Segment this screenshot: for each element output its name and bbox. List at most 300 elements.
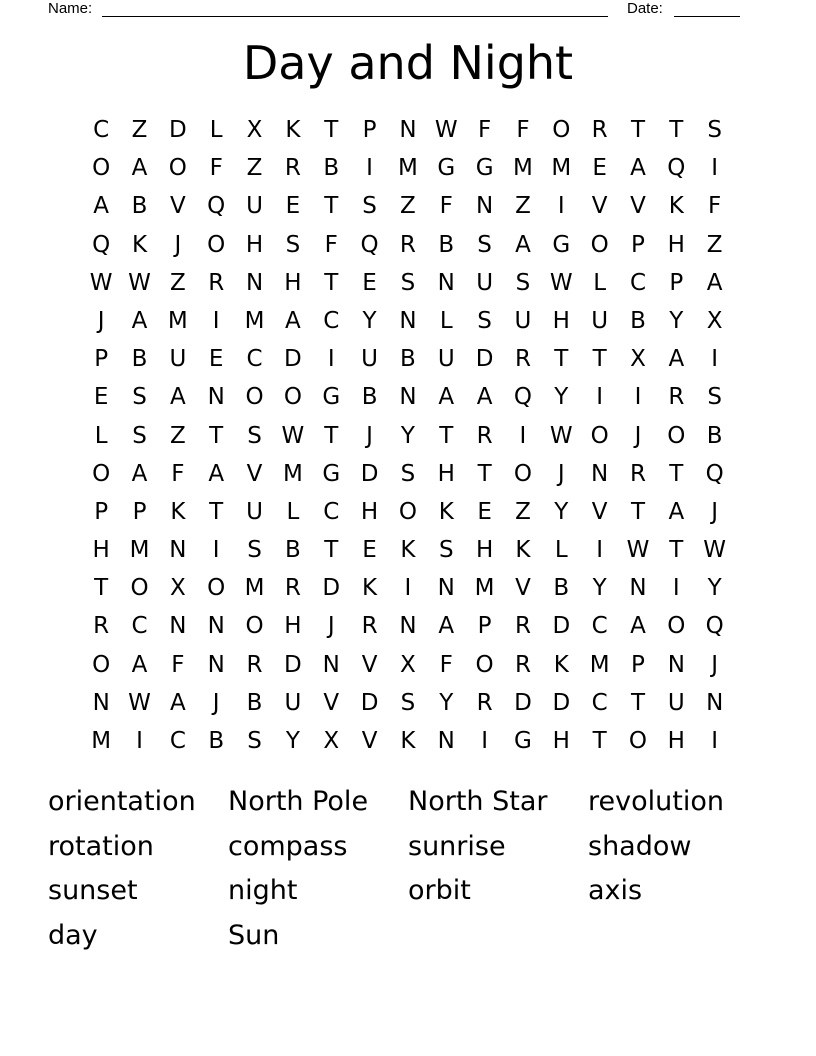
grid-letter[interactable]: N	[437, 728, 455, 754]
grid-letter[interactable]: S	[400, 269, 416, 296]
grid-letter[interactable]: V	[630, 193, 646, 220]
grid-letter[interactable]: M	[282, 460, 303, 487]
grid-letter[interactable]: M	[551, 155, 572, 182]
grid-letter[interactable]: S	[707, 384, 722, 411]
grid-letter[interactable]: Y	[285, 728, 300, 754]
grid-letter[interactable]: O	[475, 651, 494, 678]
grid-letter[interactable]: N	[476, 193, 494, 220]
grid-letter[interactable]: I	[212, 307, 220, 334]
grid-letter[interactable]: P	[631, 231, 645, 258]
grid-letter[interactable]: O	[513, 460, 532, 487]
grid-letter[interactable]: Y	[669, 307, 684, 334]
grid-letter[interactable]: V	[515, 575, 531, 602]
grid-letter[interactable]: T	[630, 498, 646, 525]
grid-letter[interactable]: Q	[667, 155, 686, 182]
grid-letter[interactable]: S	[247, 537, 262, 564]
name-blank-line[interactable]	[102, 16, 608, 17]
grid-letter[interactable]: T	[630, 117, 646, 143]
word-list-item: night	[228, 875, 298, 906]
grid-letter[interactable]: X	[169, 575, 186, 602]
grid-letter[interactable]: T	[209, 422, 224, 449]
grid-letter[interactable]: R	[284, 575, 301, 602]
grid-letter[interactable]: C	[323, 307, 340, 334]
grid-letter[interactable]: N	[437, 269, 455, 296]
grid-letter[interactable]: M	[589, 651, 610, 678]
grid-letter[interactable]: E	[208, 346, 224, 373]
grid-letter[interactable]: T	[94, 575, 109, 602]
grid-letter[interactable]: B	[400, 346, 416, 373]
grid-letter[interactable]: Q	[705, 460, 724, 487]
grid-letter[interactable]: M	[513, 155, 533, 182]
grid-letter[interactable]: F	[324, 231, 338, 258]
grid-letter[interactable]: D	[552, 613, 571, 640]
grid-letter[interactable]: N	[169, 613, 187, 640]
grid-letter[interactable]: K	[438, 498, 454, 525]
grid-letter[interactable]: H	[284, 269, 302, 296]
grid-letter[interactable]: G	[514, 728, 532, 754]
grid-letter[interactable]: J	[174, 231, 182, 258]
grid-letter[interactable]: Q	[92, 231, 111, 258]
grid-letter[interactable]: A	[668, 498, 685, 525]
grid-letter[interactable]: N	[207, 384, 225, 411]
grid-letter[interactable]: X	[323, 728, 340, 754]
grid-letter[interactable]: O	[667, 613, 686, 640]
grid-letter[interactable]: H	[475, 537, 494, 564]
grid-letter[interactable]: C	[323, 498, 340, 525]
grid-letter[interactable]: A	[630, 613, 646, 640]
grid-letter[interactable]: N	[207, 613, 225, 640]
grid-letter[interactable]: R	[246, 651, 263, 678]
grid-letter[interactable]: Z	[515, 498, 531, 525]
grid-letter[interactable]: M	[244, 575, 265, 602]
grid-letter[interactable]: G	[437, 155, 456, 182]
grid-letter[interactable]: B	[706, 422, 723, 449]
grid-letter[interactable]: C	[93, 117, 110, 143]
grid-letter[interactable]: R	[284, 155, 301, 182]
grid-letter[interactable]: F	[516, 117, 530, 143]
grid-letter[interactable]: R	[514, 613, 531, 640]
grid-letter[interactable]: S	[515, 269, 531, 296]
grid-letter[interactable]: C	[591, 613, 608, 640]
grid-letter[interactable]: Y	[400, 422, 415, 449]
grid-letter[interactable]: A	[438, 613, 455, 640]
grid-letter[interactable]: N	[399, 117, 417, 143]
grid-letter[interactable]: X	[630, 346, 646, 373]
grid-letter[interactable]: A	[668, 346, 685, 373]
grid-letter[interactable]: W	[549, 269, 573, 296]
grid-letter[interactable]: U	[514, 307, 532, 334]
grid-letter[interactable]: I	[404, 575, 412, 602]
grid-letter[interactable]: N	[706, 689, 724, 716]
grid-letter[interactable]: A	[169, 384, 186, 411]
grid-letter[interactable]: Z	[131, 117, 148, 143]
grid-letter[interactable]: L	[439, 307, 453, 334]
grid-letter[interactable]: U	[476, 269, 494, 296]
grid-letter[interactable]: Y	[707, 575, 722, 602]
grid-letter[interactable]: W	[703, 537, 727, 564]
grid-letter[interactable]: B	[438, 231, 455, 258]
grid-letter[interactable]: P	[94, 346, 109, 373]
grid-letter[interactable]: V	[361, 728, 378, 754]
grid-letter[interactable]: O	[92, 155, 111, 182]
grid-letter[interactable]: T	[324, 117, 339, 143]
grid-letter[interactable]: Z	[515, 193, 531, 220]
grid-letter[interactable]: K	[170, 498, 186, 525]
grid-letter[interactable]: O	[245, 613, 264, 640]
grid-letter[interactable]: J	[327, 613, 335, 640]
grid-letter[interactable]: S	[707, 117, 722, 143]
grid-letter[interactable]: M	[474, 575, 495, 602]
grid-letter[interactable]: K	[285, 117, 301, 143]
grid-letter[interactable]: P	[669, 269, 684, 296]
grid-letter[interactable]: O	[207, 231, 226, 258]
word-list-item: axis	[588, 875, 643, 906]
grid-letter[interactable]: B	[285, 537, 301, 564]
grid-letter[interactable]: S	[362, 193, 377, 220]
grid-letter[interactable]: U	[284, 689, 302, 716]
grid-letter[interactable]: T	[669, 537, 684, 564]
grid-letter[interactable]: W	[128, 689, 151, 716]
grid-letter[interactable]: A	[131, 460, 148, 487]
grid-letter[interactable]: Y	[554, 384, 569, 411]
grid-letter[interactable]: B	[246, 689, 263, 716]
grid-letter[interactable]: T	[554, 346, 569, 373]
grid-letter[interactable]: O	[207, 575, 226, 602]
grid-letter[interactable]: K	[553, 651, 569, 678]
grid-letter[interactable]: B	[131, 346, 148, 373]
grid-letter[interactable]: H	[92, 537, 110, 564]
word-list-item: orbit	[408, 875, 471, 906]
grid-letter[interactable]: O	[168, 155, 187, 182]
grid-letter[interactable]: J	[366, 422, 373, 449]
grid-letter[interactable]: I	[136, 728, 143, 754]
grid-letter[interactable]: O	[667, 422, 686, 449]
grid-letter[interactable]: O	[398, 498, 417, 525]
grid-letter[interactable]: I	[711, 728, 719, 754]
grid-letter[interactable]: I	[711, 155, 719, 182]
grid-letter[interactable]: N	[399, 307, 417, 334]
grid-letter[interactable]: W	[281, 422, 305, 449]
grid-letter[interactable]: I	[327, 346, 335, 373]
grid-letter[interactable]: U	[667, 689, 685, 716]
grid-letter[interactable]: K	[400, 728, 416, 754]
grid-letter[interactable]: G	[475, 155, 494, 182]
grid-letter[interactable]: E	[477, 498, 492, 525]
grid-letter[interactable]: N	[245, 269, 264, 296]
grid-letter[interactable]: C	[131, 613, 148, 640]
grid-letter[interactable]: T	[209, 498, 224, 525]
grid-letter[interactable]: H	[667, 231, 685, 258]
grid-letter[interactable]: T	[324, 269, 339, 296]
grid-letter[interactable]: Q	[705, 613, 724, 640]
grid-letter[interactable]: S	[477, 307, 492, 334]
grid-letter[interactable]: O	[552, 117, 571, 143]
grid-letter[interactable]: T	[669, 117, 684, 143]
grid-letter[interactable]: B	[553, 575, 570, 602]
grid-letter[interactable]: M	[244, 307, 265, 334]
grid-letter[interactable]: D	[552, 689, 571, 716]
grid-letter[interactable]: N	[169, 537, 187, 564]
grid-letter[interactable]: B	[131, 193, 148, 220]
grid-letter[interactable]: I	[481, 728, 488, 754]
grid-letter[interactable]: N	[399, 384, 417, 411]
grid-letter[interactable]: D	[322, 575, 341, 602]
grid-letter[interactable]: B	[208, 728, 225, 754]
grid-letter[interactable]: S	[438, 537, 454, 564]
grid-letter[interactable]: T	[324, 422, 339, 449]
grid-letter[interactable]: L	[209, 117, 223, 143]
grid-letter[interactable]: R	[514, 651, 531, 678]
grid-letter[interactable]: U	[246, 193, 263, 220]
date-blank-line[interactable]	[674, 16, 740, 17]
grid-letter[interactable]: O	[628, 728, 648, 754]
grid-letter[interactable]: V	[323, 689, 340, 716]
grid-letter[interactable]: R	[399, 231, 416, 258]
grid-letter[interactable]: D	[360, 689, 379, 716]
grid-letter[interactable]: R	[208, 269, 225, 296]
grid-letter[interactable]: D	[284, 346, 302, 373]
grid-letter[interactable]: R	[629, 460, 646, 487]
grid-letter[interactable]: B	[323, 155, 340, 182]
grid-letter[interactable]: N	[207, 651, 225, 678]
grid-letter[interactable]: S	[132, 384, 147, 411]
word-list-row	[48, 780, 768, 825]
grid-letter[interactable]: C	[246, 346, 263, 373]
grid-letter[interactable]: O	[590, 422, 609, 449]
grid-letter[interactable]: L	[286, 498, 300, 525]
grid-letter[interactable]: R	[361, 613, 378, 640]
grid-letter[interactable]: Y	[362, 307, 377, 334]
grid-letter[interactable]: D	[360, 460, 379, 487]
grid-letter[interactable]: A	[706, 269, 723, 296]
grid-letter[interactable]: C	[629, 269, 647, 296]
grid-letter[interactable]: E	[362, 537, 377, 564]
grid-letter[interactable]: P	[477, 613, 492, 640]
grid-letter[interactable]: F	[171, 651, 185, 678]
grid-letter[interactable]: I	[519, 422, 527, 449]
grid-letter[interactable]: A	[285, 307, 301, 334]
grid-letter[interactable]: Q	[360, 231, 379, 258]
grid-letter[interactable]: C	[169, 728, 186, 754]
grid-letter[interactable]: I	[711, 346, 719, 373]
grid-letter[interactable]: P	[94, 498, 109, 525]
grid-letter[interactable]: E	[93, 384, 109, 411]
grid-letter[interactable]: E	[362, 269, 377, 296]
grid-letter[interactable]: S	[285, 231, 301, 258]
grid-letter[interactable]: T	[592, 346, 607, 373]
grid-letter[interactable]: P	[631, 651, 645, 678]
grid-letter[interactable]: J	[557, 460, 565, 487]
grid-letter[interactable]: Y	[592, 575, 607, 602]
grid-letter[interactable]: W	[89, 269, 113, 296]
grid-letter[interactable]: D	[514, 689, 532, 716]
grid-letter[interactable]: A	[476, 384, 493, 411]
grid-letter[interactable]: K	[400, 537, 416, 564]
grid-letter[interactable]: O	[590, 231, 609, 258]
grid-letter[interactable]: I	[596, 537, 604, 564]
grid-letter[interactable]: X	[400, 651, 416, 678]
grid-letter[interactable]: X	[246, 117, 263, 143]
grid-letter[interactable]: A	[169, 689, 186, 716]
grid-letter[interactable]: R	[668, 384, 685, 411]
grid-letter[interactable]: P	[362, 117, 377, 143]
grid-letter[interactable]: H	[360, 498, 379, 525]
grid-letter[interactable]: R	[476, 422, 493, 449]
grid-letter[interactable]: D	[475, 346, 494, 373]
grid-letter[interactable]: F	[171, 460, 185, 487]
grid-letter[interactable]: N	[322, 651, 340, 678]
grid-letter[interactable]: B	[361, 384, 378, 411]
grid-letter[interactable]: Z	[400, 193, 416, 220]
grid-letter[interactable]: J	[711, 498, 719, 525]
grid-letter[interactable]: M	[91, 728, 112, 754]
grid-letter[interactable]: H	[667, 728, 685, 754]
grid-letter[interactable]: I	[212, 537, 220, 564]
grid-letter[interactable]: U	[246, 498, 263, 525]
grid-letter[interactable]: K	[362, 575, 378, 602]
grid-letter[interactable]: H	[284, 613, 302, 640]
grid-letter[interactable]: W	[434, 117, 458, 143]
grid-letter[interactable]: A	[131, 155, 148, 182]
grid-letter[interactable]: E	[285, 193, 301, 220]
grid-letter[interactable]: G	[552, 231, 571, 258]
grid-letter[interactable]: S	[132, 422, 147, 449]
grid-letter[interactable]: T	[669, 460, 684, 487]
grid-letter[interactable]: Z	[169, 269, 186, 296]
grid-letter[interactable]: J	[634, 422, 642, 449]
grid-letter[interactable]: O	[245, 384, 264, 411]
grid-letter[interactable]: T	[477, 460, 492, 487]
grid-row	[82, 111, 734, 149]
grid-letter[interactable]: O	[92, 651, 111, 678]
grid-letter[interactable]: V	[246, 460, 263, 487]
grid-letter[interactable]: A	[438, 384, 455, 411]
grid-letter[interactable]: A	[131, 651, 148, 678]
grid-letter[interactable]: F	[209, 155, 223, 182]
grid-letter[interactable]: R	[93, 613, 110, 640]
grid-letter[interactable]: K	[515, 537, 531, 564]
grid-letter[interactable]: G	[322, 460, 341, 487]
grid-letter[interactable]: I	[366, 155, 373, 182]
grid-letter[interactable]: Q	[513, 384, 532, 411]
grid-letter[interactable]: U	[437, 346, 455, 373]
grid-letter[interactable]: N	[399, 613, 417, 640]
grid-letter[interactable]: M	[167, 307, 188, 334]
grid-letter[interactable]: U	[169, 346, 187, 373]
grid-letter[interactable]: T	[439, 422, 454, 449]
grid-letter[interactable]: H	[552, 307, 570, 334]
grid-letter[interactable]: L	[94, 422, 108, 449]
grid-letter[interactable]: Z	[169, 422, 186, 449]
grid-letter[interactable]: D	[284, 651, 302, 678]
grid-letter[interactable]: J	[212, 689, 220, 716]
grid-letter[interactable]: U	[361, 346, 378, 373]
grid-letter[interactable]: F	[708, 193, 722, 220]
grid-letter[interactable]: F	[477, 117, 492, 143]
grid-letter[interactable]: C	[591, 689, 608, 716]
grid-letter[interactable]: T	[592, 728, 607, 754]
grid-letter[interactable]: H	[552, 728, 570, 754]
grid-letter[interactable]: A	[93, 193, 110, 220]
grid-letter[interactable]: O	[130, 575, 149, 602]
grid-letter[interactable]: L	[554, 537, 568, 564]
grid-letter[interactable]: O	[283, 384, 302, 411]
grid-letter[interactable]: Y	[554, 498, 569, 525]
grid-letter[interactable]: H	[245, 231, 264, 258]
grid-letter[interactable]: N	[92, 689, 110, 716]
grid-letter[interactable]: T	[630, 689, 646, 716]
grid-letter[interactable]: R	[514, 346, 531, 373]
grid-letter[interactable]: B	[630, 307, 646, 334]
grid-letter[interactable]: A	[208, 460, 225, 487]
grid-letter[interactable]: R	[591, 117, 608, 143]
grid-letter[interactable]: V	[591, 498, 608, 525]
grid-letter[interactable]: F	[439, 193, 453, 220]
grid-letter[interactable]: P	[132, 498, 147, 525]
grid-letter[interactable]: N	[667, 651, 685, 678]
grid-letter[interactable]: I	[672, 575, 680, 602]
grid-letter[interactable]: H	[437, 460, 455, 487]
grid-letter[interactable]: S	[400, 689, 416, 716]
grid-letter[interactable]: S	[400, 460, 416, 487]
grid-letter[interactable]: A	[630, 155, 646, 182]
grid-letter[interactable]: A	[131, 307, 148, 334]
grid-letter[interactable]: I	[634, 384, 642, 411]
grid-letter[interactable]: N	[591, 460, 609, 487]
grid-letter[interactable]: M	[129, 537, 150, 564]
grid-letter[interactable]: K	[668, 193, 684, 220]
grid-letter[interactable]: S	[247, 728, 262, 754]
grid-letter[interactable]: X	[706, 307, 723, 334]
grid-letter[interactable]: T	[324, 193, 339, 220]
grid-letter[interactable]: Y	[439, 689, 454, 716]
grid-letter[interactable]: I	[557, 193, 565, 220]
grid-letter[interactable]: I	[596, 384, 604, 411]
word-list-item: shadow	[588, 830, 692, 862]
grid-letter[interactable]: Z	[246, 155, 263, 182]
grid-letter[interactable]: M	[397, 155, 418, 182]
grid-letter[interactable]: A	[515, 231, 531, 258]
grid-letter[interactable]: F	[439, 651, 453, 678]
grid-letter[interactable]: E	[592, 155, 607, 182]
grid-letter[interactable]: N	[437, 575, 455, 602]
grid-letter[interactable]: V	[591, 193, 608, 220]
name-label: Name:	[48, 0, 93, 17]
grid-letter[interactable]: O	[92, 460, 111, 487]
grid-letter[interactable]: W	[626, 537, 650, 564]
grid-row	[82, 149, 734, 187]
word-list-item: North Star	[408, 786, 548, 817]
grid-letter[interactable]: T	[324, 537, 339, 564]
grid-letter[interactable]: S	[477, 231, 492, 258]
grid-letter[interactable]: J	[97, 307, 105, 334]
grid-letter[interactable]: W	[549, 422, 573, 449]
grid-letter[interactable]: L	[593, 269, 607, 296]
grid-letter[interactable]: J	[711, 651, 719, 678]
grid-letter[interactable]: N	[629, 575, 647, 602]
grid-letter[interactable]: W	[128, 269, 151, 296]
grid-letter[interactable]: R	[476, 689, 493, 716]
grid-letter[interactable]: V	[361, 651, 378, 678]
grid-letter[interactable]: Z	[706, 231, 723, 258]
grid-letter[interactable]: Q	[207, 193, 226, 220]
grid-letter[interactable]: U	[591, 307, 609, 334]
grid-letter[interactable]: K	[131, 231, 148, 258]
grid-letter[interactable]: V	[169, 193, 186, 220]
grid-letter[interactable]: S	[247, 422, 262, 449]
grid-letter[interactable]: G	[322, 384, 341, 411]
grid-letter[interactable]: D	[169, 117, 187, 143]
